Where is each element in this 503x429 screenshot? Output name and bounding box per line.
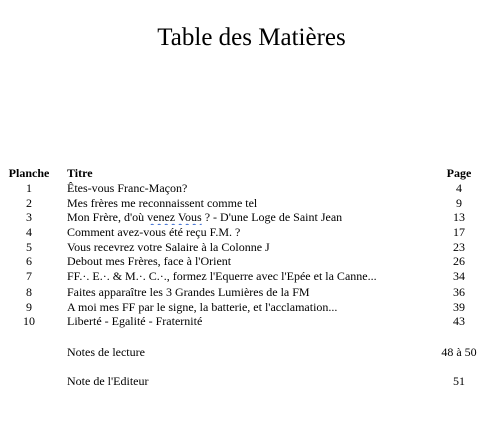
toc-page: 34 [453,269,465,283]
toc-row [0,240,503,255]
toc-title: Faites apparaître les 3 Grandes Lumières de la FM [67,285,310,299]
toc-page: 23 [453,240,465,254]
toc-page: 13 [453,210,465,224]
toc-number: 5 [26,240,32,254]
toc-page: 39 [453,300,465,314]
toc-number: 4 [26,225,32,239]
toc-page: 43 [453,314,465,328]
page-title: Table des Matières [157,24,346,51]
toc-row [0,196,503,211]
toc-row [0,285,503,300]
toc-row [0,210,503,225]
toc-page: 4 [456,181,462,195]
column-header-number: Planche [8,166,50,180]
toc-number: 2 [26,196,32,210]
toc-row [0,300,503,315]
toc-row [0,225,503,240]
toc-title: Debout mes Frères, face à l'Orient [67,254,232,268]
toc-extra-row [0,345,503,360]
toc-title: Mes frères me reconnaissent comme tel [67,196,258,210]
toc-number: 9 [26,300,32,314]
toc-page: 9 [456,196,462,210]
toc-extra-title: Note de l'Editeur [67,374,149,388]
toc-extra-title: Notes de lecture [67,345,145,359]
column-header-title: Titre [67,166,93,180]
toc-page: 17 [453,225,465,239]
toc-title: A moi mes FF par le signe, la batterie, et l'acclamation... [67,300,338,314]
toc-number: 7 [26,269,32,283]
toc-title: Liberté - Egalité - Fraternité [67,314,203,328]
toc-extra-row [0,374,503,389]
toc-title: FF.·. E.·. & M.·. C.·., formez l'Equerre avec l'Epée et la Canne... [67,269,377,283]
toc-row [0,254,503,269]
toc-number: 3 [26,210,32,224]
toc-page: 26 [453,254,465,268]
toc-number: 6 [26,254,32,268]
toc-title [67,210,427,225]
toc-row [0,181,503,196]
toc-page: 36 [453,285,465,299]
spellcheck-flagged-text[interactable]: venez Vous [147,210,202,224]
toc-row [0,314,503,329]
toc-row [0,269,503,284]
toc-title-part: ? - D'une Loge de Saint Jean [201,210,343,224]
toc-title: Êtes-vous Franc-Maçon? [67,181,188,195]
toc-header-row [0,166,503,181]
toc-title-part: Mon Frère, d'où [67,210,148,224]
toc-extra-page: 51 [453,374,465,388]
toc-title: Comment avez-vous été reçu F.M. ? [67,225,241,239]
toc-title: Vous recevrez votre Salaire à la Colonne J [67,240,270,254]
toc-extra-page: 48 à 50 [441,345,477,359]
column-header-page: Page [446,166,472,180]
toc-number: 8 [26,285,32,299]
toc-number: 1 [26,181,32,195]
toc-number: 10 [23,314,35,328]
